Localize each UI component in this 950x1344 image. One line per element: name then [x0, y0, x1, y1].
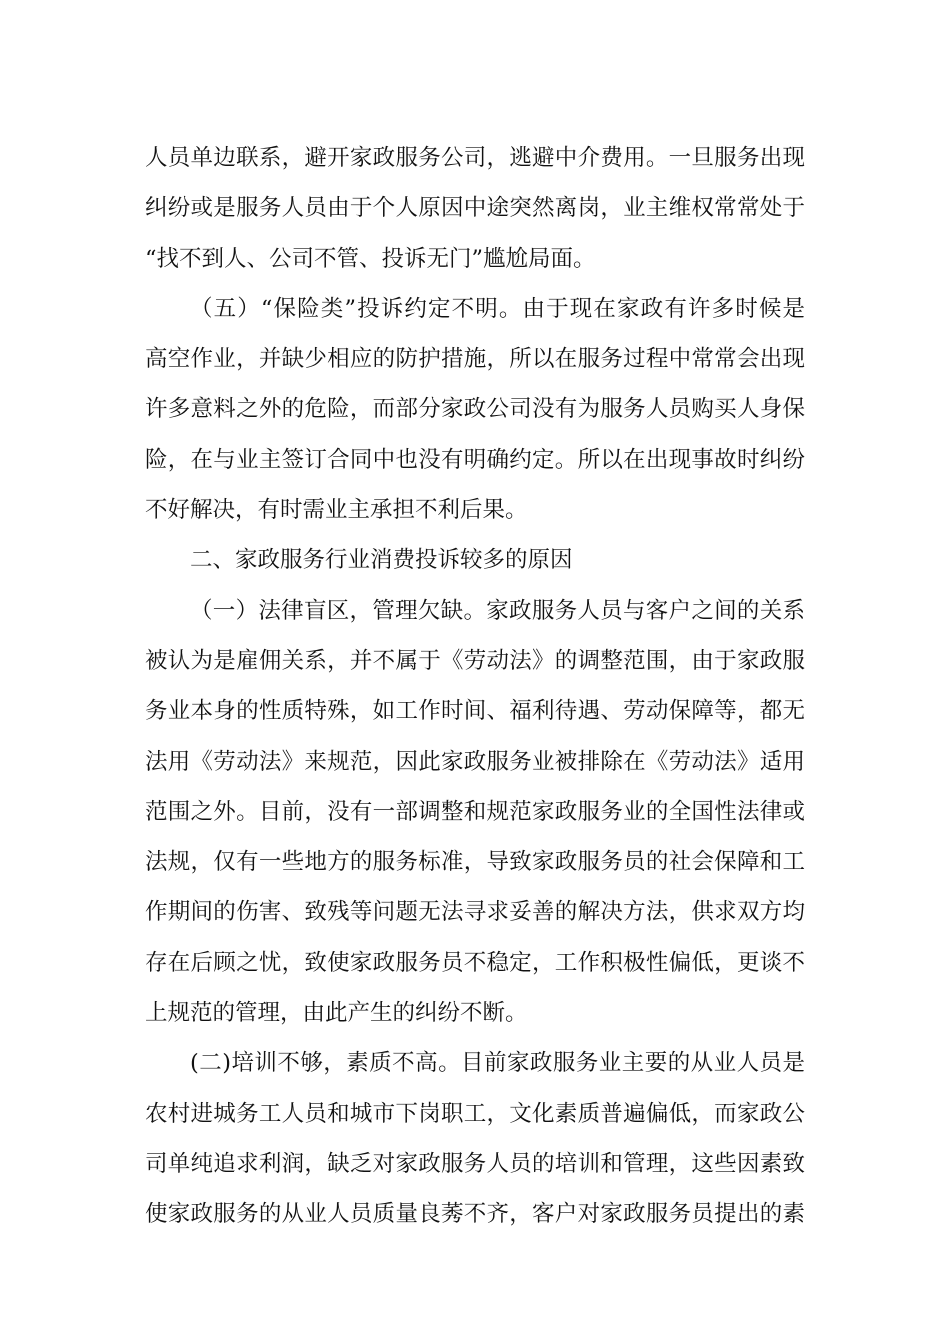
text-line: 高空作业，并缺少相应的防护措施，所以在服务过程中常常会出现 [145, 346, 805, 373]
text-line: 法用《劳动法》来规范，因此家政服务业被排除在《劳动法》适用 [145, 748, 805, 775]
text-line: 二、家政服务行业消费投诉较多的原因 [190, 547, 573, 574]
document-body [145, 133, 805, 1240]
text-line: 存在后顾之忧，致使家政服务员不稳定，工作积极性偏低，更谈不 [145, 949, 805, 976]
text-line: 作期间的伤害、致残等问题无法寻求妥善的解决方法，供求双方均 [145, 899, 805, 926]
text-line: 范围之外。目前，没有一部调整和规范家政服务业的全国性法律或 [145, 798, 805, 825]
text-line: 许多意料之外的危险，而部分家政公司没有为服务人员购买人身保 [145, 396, 805, 423]
text-line: 不好解决，有时需业主承担不利后果。 [145, 497, 528, 524]
text-line: 司单纯追求利润，缺乏对家政服务人员的培训和管理，这些因素致 [145, 1150, 805, 1177]
text-line: 上规范的管理，由此产生的纠纷不断。 [145, 1000, 528, 1027]
text-line: 人员单边联系，避开家政服务公司，逃避中介费用。一旦服务出现 [145, 145, 805, 171]
text-line: 纠纷或是服务人员由于个人原因中途突然离岗，业主维权常常处于 [145, 195, 805, 222]
text-line: “找不到人、公司不管、投诉无门”尴尬局面。 [145, 245, 596, 272]
text-line: 法规，仅有一些地方的服务标准，导致家政服务员的社会保障和工 [145, 849, 805, 876]
text-line: （一）法律盲区，管理欠缺。家政服务人员与客户之间的关系 [190, 597, 805, 624]
text-line: 险，在与业主签订合同中也没有明确约定。所以在出现事故时纠纷 [145, 446, 805, 473]
text-line: （五）“保险类”投诉约定不明。由于现在家政有许多时候是 [190, 295, 805, 322]
text-line: 被认为是雇佣关系，并不属于《劳动法》的调整范围，由于家政服 [145, 647, 805, 674]
text-line: 务业本身的性质特殊，如工作时间、福利待遇、劳动保障等，都无 [145, 698, 805, 725]
text-line: 使家政服务的从业人员质量良莠不齐，客户对家政服务员提出的素 [145, 1201, 805, 1228]
text-line: 农村进城务工人员和城市下岗职工，文化素质普遍偏低，而家政公 [145, 1100, 805, 1127]
text-line: (二)培训不够，素质不高。目前家政服务业主要的从业人员是 [190, 1050, 805, 1077]
